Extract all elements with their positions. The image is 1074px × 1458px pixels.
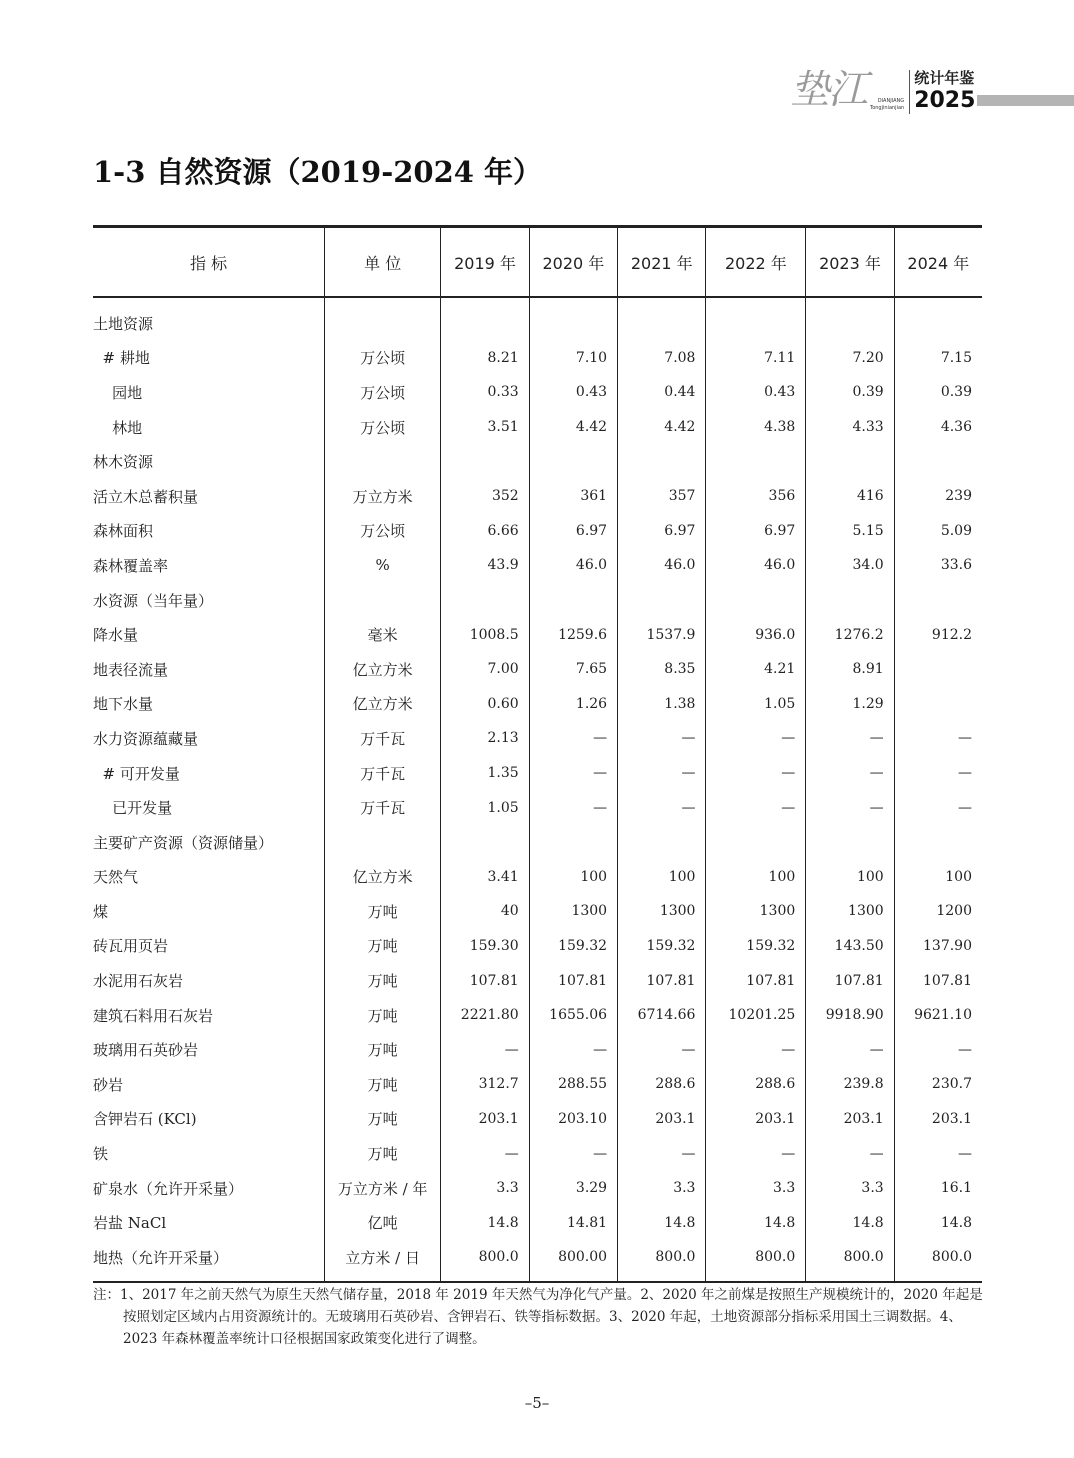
value-cell: 159.32 bbox=[618, 929, 706, 964]
table-row bbox=[93, 1205, 982, 1240]
value-cell: 100 bbox=[706, 860, 806, 895]
value-cell: 4.33 bbox=[806, 410, 894, 445]
value-cell bbox=[706, 825, 806, 860]
value-cell: 159.32 bbox=[529, 929, 617, 964]
value-cell bbox=[618, 444, 706, 479]
value-cell: 288.6 bbox=[618, 1067, 706, 1102]
value-cell: 1200 bbox=[894, 894, 982, 929]
value-cell: 6714.66 bbox=[618, 998, 706, 1033]
unit-cell bbox=[325, 583, 441, 618]
unit-cell: 万公顷 bbox=[325, 410, 441, 445]
column-header: 2022 年 bbox=[706, 227, 806, 298]
value-cell: — bbox=[806, 1032, 894, 1067]
header-bar bbox=[977, 95, 1074, 106]
unit-cell: 万吨 bbox=[325, 894, 441, 929]
indicator-cell: 园地 bbox=[93, 383, 143, 402]
logo-pinyin bbox=[870, 98, 904, 112]
table-row bbox=[93, 1240, 982, 1282]
value-cell: 6.97 bbox=[706, 514, 806, 549]
value-cell bbox=[706, 444, 806, 479]
table-row bbox=[93, 790, 982, 825]
value-cell: 14.8 bbox=[894, 1205, 982, 1240]
value-cell: 100 bbox=[806, 860, 894, 895]
table-row bbox=[93, 583, 982, 618]
value-cell: 7.00 bbox=[441, 652, 529, 687]
value-cell: 3.3 bbox=[618, 1171, 706, 1206]
value-cell: 800.0 bbox=[894, 1240, 982, 1282]
value-cell: 16.1 bbox=[894, 1171, 982, 1206]
value-cell: 100 bbox=[618, 860, 706, 895]
table-note: 注：1、2017 年之前天然气为原生天然气储存量，2018 年 2019 年天然气为净化气产量。2、2020 年之前煤是按照生产规模统计的，2020 年起是按照划定区域内占用资源统计的。无玻璃用石英砂岩、含钾岩石、铁等指标数据。3、2020 年起，土地资源部分指标采用国土三调数据。4、2023 年森林覆盖率统计口径根据国家政策变化进行了调整。 bbox=[93, 1287, 983, 1347]
value-cell: 0.39 bbox=[894, 375, 982, 410]
value-cell: 203.1 bbox=[706, 1102, 806, 1137]
indicator-cell: # 可开发量 bbox=[93, 764, 180, 783]
value-cell: 1008.5 bbox=[441, 617, 529, 652]
unit-cell: 万吨 bbox=[325, 963, 441, 998]
value-cell bbox=[618, 297, 706, 341]
unit-cell bbox=[325, 297, 441, 341]
value-cell: 1.05 bbox=[441, 790, 529, 825]
indicator-cell: 含钾岩石 (KCl) bbox=[93, 1110, 197, 1129]
value-cell bbox=[618, 825, 706, 860]
unit-cell: 立方米 / 日 bbox=[325, 1240, 441, 1282]
indicator-cell: 活立木总蓄积量 bbox=[93, 487, 199, 506]
value-cell: 107.81 bbox=[706, 963, 806, 998]
unit-cell: 亿吨 bbox=[325, 1205, 441, 1240]
table-row bbox=[93, 1102, 982, 1137]
value-cell bbox=[529, 444, 617, 479]
indicator-cell: 砖瓦用页岩 bbox=[93, 937, 169, 956]
value-cell: 3.3 bbox=[706, 1171, 806, 1206]
value-cell: 800.0 bbox=[441, 1240, 529, 1282]
value-cell: 239.8 bbox=[806, 1067, 894, 1102]
unit-cell: % bbox=[325, 548, 441, 583]
unit-cell: 万公顷 bbox=[325, 375, 441, 410]
value-cell bbox=[806, 583, 894, 618]
table-row bbox=[93, 514, 982, 549]
column-header: 2019 年 bbox=[441, 227, 529, 298]
value-cell: — bbox=[894, 790, 982, 825]
value-cell: 8.91 bbox=[806, 652, 894, 687]
value-cell: — bbox=[618, 1032, 706, 1067]
value-cell: 33.6 bbox=[894, 548, 982, 583]
value-cell: 203.1 bbox=[806, 1102, 894, 1137]
value-cell: 7.10 bbox=[529, 341, 617, 376]
indicator-cell: 岩盐 NaCl bbox=[93, 1214, 167, 1233]
value-cell: 9918.90 bbox=[806, 998, 894, 1033]
value-cell: 107.81 bbox=[529, 963, 617, 998]
value-cell: 230.7 bbox=[894, 1067, 982, 1102]
column-header: 2024 年 bbox=[894, 227, 982, 298]
value-cell: 159.32 bbox=[706, 929, 806, 964]
value-cell: 14.8 bbox=[618, 1205, 706, 1240]
table-row bbox=[93, 1067, 982, 1102]
indicator-cell: 地下水量 bbox=[93, 695, 154, 714]
value-cell: 40 bbox=[441, 894, 529, 929]
value-cell: 5.15 bbox=[806, 514, 894, 549]
value-cell: 0.33 bbox=[441, 375, 529, 410]
value-cell: — bbox=[706, 790, 806, 825]
indicator-cell: 主要矿产资源（资源储量） bbox=[93, 833, 274, 852]
indicator-cell: 水力资源蕴藏量 bbox=[93, 729, 199, 748]
value-cell: 312.7 bbox=[441, 1067, 529, 1102]
value-cell: 416 bbox=[806, 479, 894, 514]
value-cell: 357 bbox=[618, 479, 706, 514]
value-cell: 6.97 bbox=[529, 514, 617, 549]
value-cell: 1.35 bbox=[441, 756, 529, 791]
value-cell bbox=[894, 652, 982, 687]
value-cell: 239 bbox=[894, 479, 982, 514]
value-cell: 100 bbox=[529, 860, 617, 895]
table-row bbox=[93, 479, 982, 514]
value-cell bbox=[441, 297, 529, 341]
value-cell: 0.44 bbox=[618, 375, 706, 410]
value-cell: — bbox=[806, 756, 894, 791]
value-cell: — bbox=[529, 756, 617, 791]
value-cell: 7.20 bbox=[806, 341, 894, 376]
value-cell: — bbox=[618, 1136, 706, 1171]
unit-cell: 万公顷 bbox=[325, 514, 441, 549]
table-row bbox=[93, 341, 982, 376]
indicator-cell: 煤 bbox=[93, 902, 109, 921]
value-cell: 137.90 bbox=[894, 929, 982, 964]
indicator-cell: 砂岩 bbox=[93, 1075, 124, 1094]
value-cell: 203.1 bbox=[618, 1102, 706, 1137]
value-cell: 14.8 bbox=[806, 1205, 894, 1240]
value-cell: 1.29 bbox=[806, 687, 894, 722]
table-row bbox=[93, 1171, 982, 1206]
indicator-cell: 建筑石料用石灰岩 bbox=[93, 1006, 214, 1025]
value-cell bbox=[806, 825, 894, 860]
value-cell: 46.0 bbox=[529, 548, 617, 583]
logo-title: 统计年鉴 bbox=[914, 69, 975, 87]
value-cell: 2221.80 bbox=[441, 998, 529, 1033]
value-cell: 3.29 bbox=[529, 1171, 617, 1206]
unit-cell: 亿立方米 bbox=[325, 860, 441, 895]
value-cell: 1.26 bbox=[529, 687, 617, 722]
value-cell: 46.0 bbox=[706, 548, 806, 583]
value-cell: — bbox=[529, 721, 617, 756]
indicator-cell: # 耕地 bbox=[93, 349, 150, 368]
value-cell: — bbox=[441, 1136, 529, 1171]
table-row bbox=[93, 860, 982, 895]
unit-cell: 万吨 bbox=[325, 998, 441, 1033]
value-cell bbox=[706, 583, 806, 618]
value-cell bbox=[806, 297, 894, 341]
table-row bbox=[93, 963, 982, 998]
indicator-cell: 玻璃用石英砂岩 bbox=[93, 1041, 199, 1060]
value-cell: 800.0 bbox=[706, 1240, 806, 1282]
page-title: 1-3 自然资源（2019-2024 年） bbox=[93, 155, 543, 189]
value-cell: 10201.25 bbox=[706, 998, 806, 1033]
indicator-cell: 铁 bbox=[93, 1145, 109, 1164]
unit-cell: 万吨 bbox=[325, 1067, 441, 1102]
value-cell: 1300 bbox=[618, 894, 706, 929]
value-cell: 3.3 bbox=[806, 1171, 894, 1206]
value-cell: 43.9 bbox=[441, 548, 529, 583]
value-cell: 14.8 bbox=[706, 1205, 806, 1240]
value-cell: 4.42 bbox=[618, 410, 706, 445]
value-cell: — bbox=[618, 790, 706, 825]
value-cell: 800.0 bbox=[806, 1240, 894, 1282]
value-cell: 46.0 bbox=[618, 548, 706, 583]
table-bottom-rule bbox=[93, 1282, 982, 1283]
value-cell: 1537.9 bbox=[618, 617, 706, 652]
logo-year: 2025 bbox=[914, 88, 976, 113]
indicator-cell: 地表径流量 bbox=[93, 660, 169, 679]
value-cell: 203.1 bbox=[441, 1102, 529, 1137]
value-cell: 14.81 bbox=[529, 1205, 617, 1240]
value-cell: 6.66 bbox=[441, 514, 529, 549]
unit-cell: 万立方米 bbox=[325, 479, 441, 514]
table-row bbox=[93, 444, 982, 479]
value-cell: 288.55 bbox=[529, 1067, 617, 1102]
unit-cell: 亿立方米 bbox=[325, 652, 441, 687]
value-cell: 3.3 bbox=[441, 1171, 529, 1206]
table-row bbox=[93, 297, 982, 341]
value-cell: 356 bbox=[706, 479, 806, 514]
indicator-cell: 森林面积 bbox=[93, 522, 154, 541]
value-cell: — bbox=[529, 1136, 617, 1171]
value-cell: — bbox=[894, 1136, 982, 1171]
value-cell: 107.81 bbox=[894, 963, 982, 998]
table-row bbox=[93, 1032, 982, 1067]
value-cell: 7.65 bbox=[529, 652, 617, 687]
indicator-cell: 林地 bbox=[93, 418, 143, 437]
value-cell bbox=[618, 583, 706, 618]
value-cell bbox=[441, 583, 529, 618]
value-cell: 4.38 bbox=[706, 410, 806, 445]
value-cell bbox=[894, 583, 982, 618]
value-cell: — bbox=[806, 1136, 894, 1171]
logo-pinyin-1: DIANJIANG bbox=[877, 98, 905, 104]
value-cell: — bbox=[806, 790, 894, 825]
value-cell: 107.81 bbox=[618, 963, 706, 998]
value-cell: 800.0 bbox=[618, 1240, 706, 1282]
indicator-cell: 天然气 bbox=[93, 868, 139, 887]
value-cell: 100 bbox=[894, 860, 982, 895]
value-cell: 9621.10 bbox=[894, 998, 982, 1033]
value-cell: 1276.2 bbox=[806, 617, 894, 652]
value-cell: 1300 bbox=[806, 894, 894, 929]
value-cell: 143.50 bbox=[806, 929, 894, 964]
value-cell bbox=[529, 583, 617, 618]
indicator-cell: 已开发量 bbox=[93, 799, 173, 818]
unit-cell: 万吨 bbox=[325, 1136, 441, 1171]
value-cell bbox=[529, 297, 617, 341]
value-cell: 203.10 bbox=[529, 1102, 617, 1137]
table-row bbox=[93, 617, 982, 652]
value-cell: 107.81 bbox=[806, 963, 894, 998]
value-cell: 3.51 bbox=[441, 410, 529, 445]
value-cell bbox=[441, 825, 529, 860]
value-cell: 800.00 bbox=[529, 1240, 617, 1282]
page-number: –5– bbox=[524, 1394, 550, 1412]
value-cell bbox=[706, 297, 806, 341]
value-cell: — bbox=[441, 1032, 529, 1067]
value-cell: 0.43 bbox=[706, 375, 806, 410]
table-header-row bbox=[93, 227, 982, 298]
value-cell: — bbox=[706, 1032, 806, 1067]
value-cell: 1259.6 bbox=[529, 617, 617, 652]
yearbook-logo bbox=[790, 62, 975, 114]
value-cell: 3.41 bbox=[441, 860, 529, 895]
indicator-cell: 土地资源 bbox=[93, 314, 154, 333]
table-row bbox=[93, 687, 982, 722]
unit-cell: 毫米 bbox=[325, 617, 441, 652]
unit-cell: 万立方米 / 年 bbox=[325, 1171, 441, 1206]
value-cell: — bbox=[894, 721, 982, 756]
value-cell bbox=[806, 444, 894, 479]
value-cell: — bbox=[894, 756, 982, 791]
value-cell bbox=[894, 825, 982, 860]
table-row bbox=[93, 825, 982, 860]
value-cell bbox=[441, 444, 529, 479]
value-cell: — bbox=[529, 1032, 617, 1067]
unit-cell: 万千瓦 bbox=[325, 721, 441, 756]
column-header: 单 位 bbox=[325, 227, 441, 298]
indicator-cell: 林木资源 bbox=[93, 453, 154, 472]
column-header: 指 标 bbox=[93, 227, 325, 298]
value-cell: 936.0 bbox=[706, 617, 806, 652]
unit-cell: 万千瓦 bbox=[325, 756, 441, 791]
table-row bbox=[93, 721, 982, 756]
value-cell: 4.42 bbox=[529, 410, 617, 445]
unit-cell: 万千瓦 bbox=[325, 790, 441, 825]
value-cell: 912.2 bbox=[894, 617, 982, 652]
value-cell bbox=[529, 825, 617, 860]
value-cell: 4.36 bbox=[894, 410, 982, 445]
indicator-cell: 森林覆盖率 bbox=[93, 556, 169, 575]
value-cell: 4.21 bbox=[706, 652, 806, 687]
value-cell: 288.6 bbox=[706, 1067, 806, 1102]
table-row bbox=[93, 548, 982, 583]
value-cell: 0.60 bbox=[441, 687, 529, 722]
table-row bbox=[93, 375, 982, 410]
value-cell: 1.05 bbox=[706, 687, 806, 722]
unit-cell: 万吨 bbox=[325, 1102, 441, 1137]
value-cell: — bbox=[894, 1032, 982, 1067]
value-cell: 1300 bbox=[529, 894, 617, 929]
value-cell: 107.81 bbox=[441, 963, 529, 998]
value-cell: 8.21 bbox=[441, 341, 529, 376]
value-cell: — bbox=[706, 721, 806, 756]
value-cell: 1300 bbox=[706, 894, 806, 929]
indicator-cell: 降水量 bbox=[93, 626, 139, 645]
table-row bbox=[93, 1136, 982, 1171]
table-row bbox=[93, 998, 982, 1033]
value-cell: 2.13 bbox=[441, 721, 529, 756]
unit-cell: 万吨 bbox=[325, 1032, 441, 1067]
value-cell: — bbox=[529, 790, 617, 825]
value-cell: 5.09 bbox=[894, 514, 982, 549]
value-cell: 352 bbox=[441, 479, 529, 514]
natural-resources-table bbox=[93, 225, 982, 1283]
value-cell: — bbox=[618, 721, 706, 756]
table-row bbox=[93, 894, 982, 929]
logo-pinyin-2: Tongjinianjian bbox=[870, 105, 905, 111]
table-row bbox=[93, 652, 982, 687]
table-row bbox=[93, 929, 982, 964]
value-cell: — bbox=[706, 1136, 806, 1171]
indicator-cell: 矿泉水（允许开采量） bbox=[93, 1179, 244, 1198]
value-cell: 0.43 bbox=[529, 375, 617, 410]
indicator-cell: 水资源（当年量） bbox=[93, 591, 214, 610]
value-cell bbox=[894, 687, 982, 722]
value-cell: — bbox=[806, 721, 894, 756]
column-header: 2021 年 bbox=[618, 227, 706, 298]
unit-cell: 万公顷 bbox=[325, 341, 441, 376]
value-cell: 159.30 bbox=[441, 929, 529, 964]
value-cell: 7.11 bbox=[706, 341, 806, 376]
value-cell: 1655.06 bbox=[529, 998, 617, 1033]
unit-cell: 亿立方米 bbox=[325, 687, 441, 722]
value-cell: 7.08 bbox=[618, 341, 706, 376]
table-row bbox=[93, 410, 982, 445]
value-cell: 361 bbox=[529, 479, 617, 514]
value-cell bbox=[894, 297, 982, 341]
value-cell: 7.15 bbox=[894, 341, 982, 376]
unit-cell: 万吨 bbox=[325, 929, 441, 964]
indicator-cell: 水泥用石灰岩 bbox=[93, 972, 184, 991]
logo-brush-text: 垫江 bbox=[790, 67, 866, 113]
unit-cell bbox=[325, 444, 441, 479]
value-cell: 14.8 bbox=[441, 1205, 529, 1240]
column-header: 2020 年 bbox=[529, 227, 617, 298]
value-cell: 0.39 bbox=[806, 375, 894, 410]
indicator-cell: 地热（允许开采量） bbox=[93, 1248, 229, 1267]
value-cell: 6.97 bbox=[618, 514, 706, 549]
table-row bbox=[93, 756, 982, 791]
value-cell: 34.0 bbox=[806, 548, 894, 583]
column-header: 2023 年 bbox=[806, 227, 894, 298]
value-cell: — bbox=[706, 756, 806, 791]
value-cell: 1.38 bbox=[618, 687, 706, 722]
value-cell: 203.1 bbox=[894, 1102, 982, 1137]
value-cell: 8.35 bbox=[618, 652, 706, 687]
unit-cell bbox=[325, 825, 441, 860]
logo-divider bbox=[909, 70, 910, 114]
value-cell bbox=[894, 444, 982, 479]
value-cell: — bbox=[618, 756, 706, 791]
